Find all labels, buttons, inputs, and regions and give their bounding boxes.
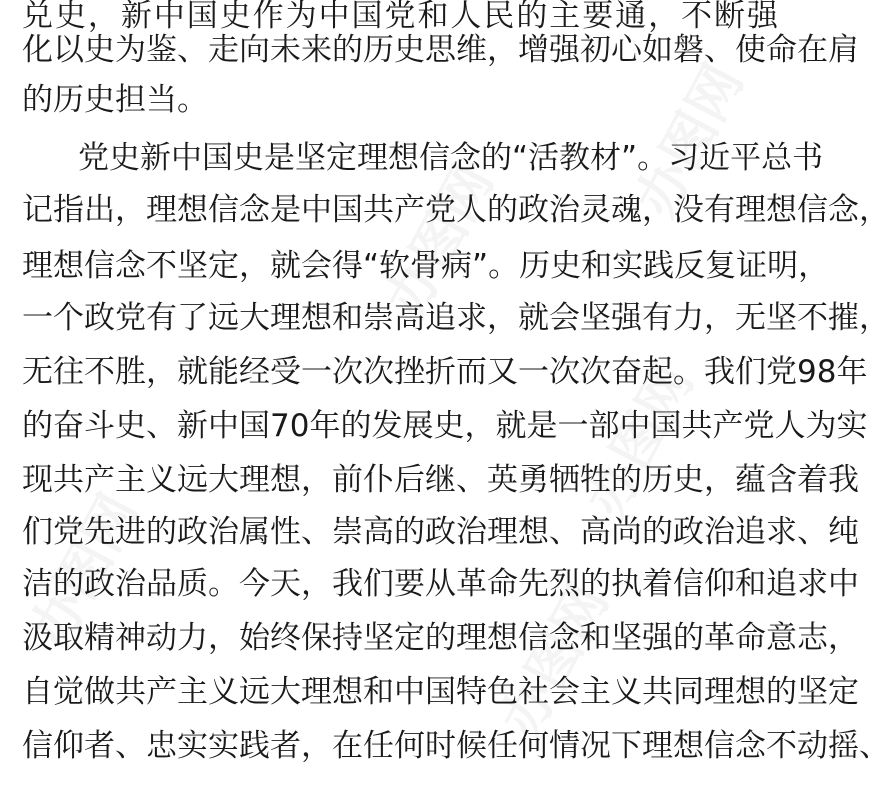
text-line: 的奋斗史、新中国70年的发展史，就是一部中国共产党人为实 xyxy=(22,408,868,444)
text-line: 理想信念不坚定，就会得“软骨病”。历史和实践反复证明， xyxy=(22,248,830,284)
text-line: 汲取精神动力，始终保持坚定的理想信念和坚强的革命意志， xyxy=(22,620,859,656)
text-line: 的历史担当。 xyxy=(22,82,208,118)
watermark-1: 办图网 xyxy=(373,154,506,327)
text-line: 无往不胜，就能经受一次次挫折而又一次次奋起。我们党98年 xyxy=(22,354,868,390)
text-line: 化以史为鉴、走向未来的历史思维，增强初心如磐、使命在肩 xyxy=(22,32,859,68)
text-line: 洁的政治品质。今天，我们要从革命先烈的执着信仰和追求中 xyxy=(22,566,859,602)
text-line: 信仰者、忠实实践者，在任何时候任何情况下理想信念不动摇、 xyxy=(22,728,890,764)
watermark-4: 办图网 xyxy=(18,484,151,657)
text-line: 兑史，新中国史作为中国党和人民的主要通，不断强 xyxy=(22,0,778,34)
paragraph-first-line: 党史新中国史是坚定理想信念的“活教材”。习近平总书 xyxy=(78,140,824,176)
watermark-5: 办图网 xyxy=(488,574,621,747)
watermark-3: 办图网 xyxy=(573,354,706,527)
text-line: 自觉做共产主义远大理想和中国特色社会主义共同理想的坚定 xyxy=(22,674,859,710)
text-line: 一个政党有了远大理想和崇高追求，就会坚强有力，无坚不摧， xyxy=(22,300,890,336)
text-line: 记指出，理想信念是中国共产党人的政治灵魂，没有理想信念， xyxy=(22,192,890,228)
text-line: 现共产主义远大理想，前仆后继、英勇牺牲的历史，蕴含着我 xyxy=(22,462,859,498)
text-line: 们党先进的政治属性、崇高的政治理想、高尚的政治追求、纯 xyxy=(22,514,859,550)
watermark-2: 办图网 xyxy=(623,54,756,227)
